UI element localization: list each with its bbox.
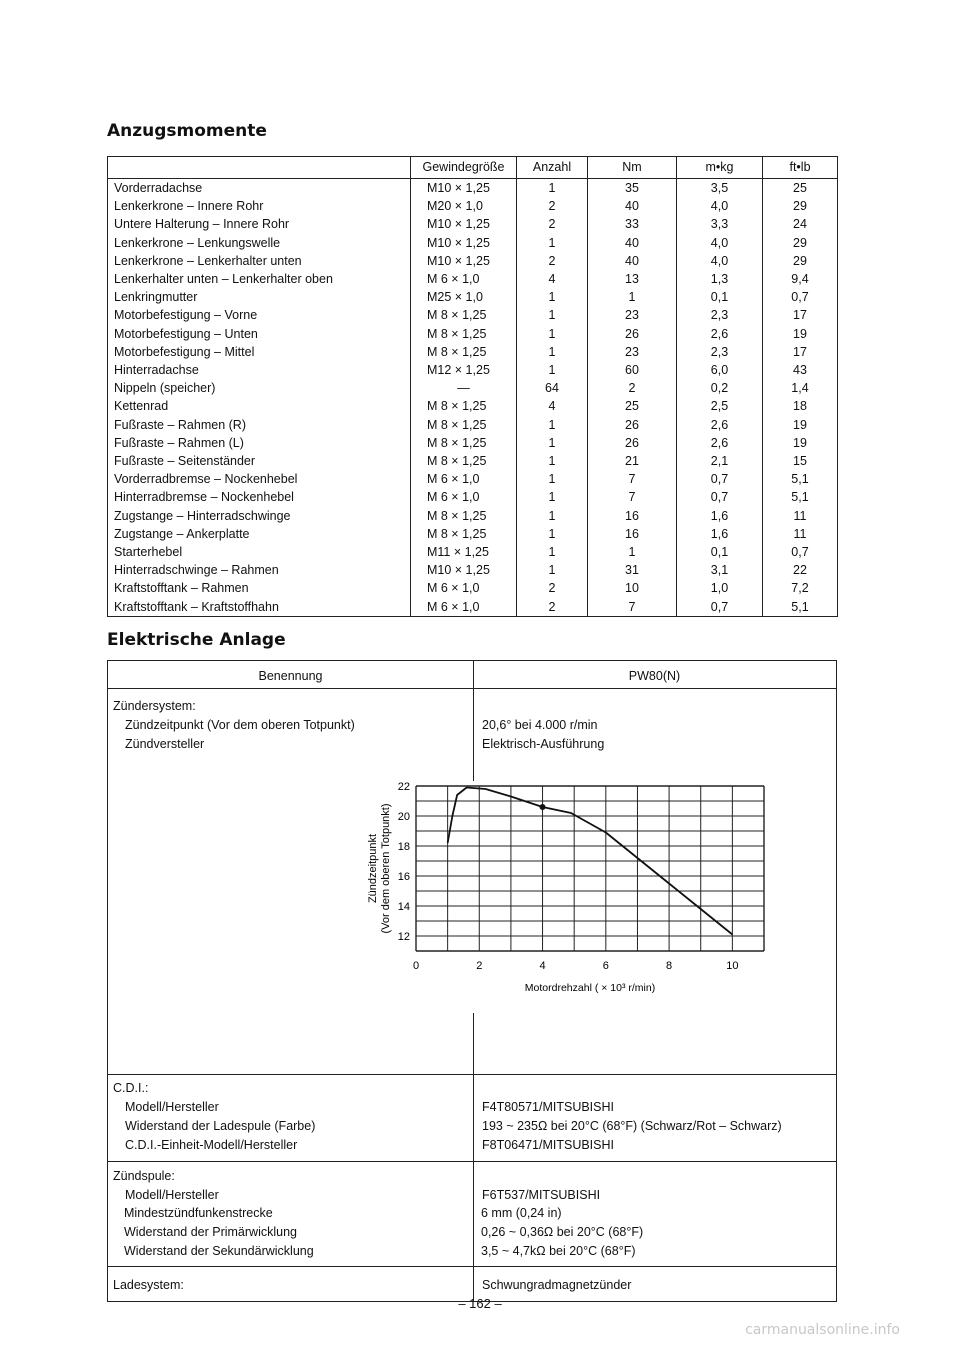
torque-value-cell: 16 — [588, 507, 677, 525]
watermark: carmanualsonline.info — [745, 1322, 900, 1338]
cdi-unit-value: F8T06471/MITSUBISHI — [482, 1138, 614, 1152]
torque-value-cell: M11 × 1,25 — [411, 543, 517, 561]
torque-value-cell: 2 — [517, 598, 588, 617]
torque-value-cell: M 8 × 1,25 — [411, 325, 517, 343]
coil-model-label: Modell/Hersteller — [125, 1188, 219, 1202]
torque-value-cell: 0,7 — [763, 288, 838, 306]
torque-value-cell: 7,2 — [763, 579, 838, 597]
torque-value-cell: M25 × 1,0 — [411, 288, 517, 306]
torque-value-cell: 0,2 — [677, 379, 763, 397]
electrical-table — [107, 660, 837, 1302]
torque-value-cell: 3,3 — [677, 215, 763, 233]
torque-value-cell: 60 — [588, 361, 677, 379]
torque-value-cell: 9,4 — [763, 270, 838, 288]
torque-value-cell: 1 — [517, 561, 588, 579]
torque-value-cell: 29 — [763, 197, 838, 215]
torque-value-cell: 25 — [588, 397, 677, 415]
torque-value-cell: 1 — [517, 343, 588, 361]
torque-value-cell: M 8 × 1,25 — [411, 343, 517, 361]
torque-value-cell: 64 — [517, 379, 588, 397]
coil-secondary-label: Widerstand der Sekundärwicklung — [124, 1244, 314, 1258]
torque-part-cell: Hinterradachse — [108, 361, 411, 379]
ignition-timing-chart — [258, 756, 739, 996]
torque-value-cell: 26 — [588, 416, 677, 434]
cdi-resist-value: 193 ~ 235Ω bei 20°C (68°F) (Schwarz/Rot – Schwarz) — [482, 1119, 782, 1133]
torque-row — [108, 343, 838, 361]
torque-value-cell: 23 — [588, 306, 677, 324]
torque-value-cell: 3,5 — [677, 179, 763, 198]
x-tick-label: 0 — [412, 960, 420, 972]
torque-row — [108, 270, 838, 288]
torque-part-cell: Nippeln (speicher) — [108, 379, 411, 397]
torque-row — [108, 325, 838, 343]
torque-part-cell: Lenkringmutter — [108, 288, 411, 306]
torque-part-cell: Motorbefestigung – Mittel — [108, 343, 411, 361]
torque-value-cell: 1 — [588, 288, 677, 306]
torque-value-cell: 26 — [588, 434, 677, 452]
torque-value-cell: 43 — [763, 361, 838, 379]
torque-value-cell: M10 × 1,25 — [411, 561, 517, 579]
torque-value-cell: M10 × 1,25 — [411, 252, 517, 270]
torque-value-cell: 1 — [517, 525, 588, 543]
torque-value-cell: 26 — [588, 325, 677, 343]
torque-value-cell: 1 — [517, 306, 588, 324]
torque-value-cell: 1 — [517, 234, 588, 252]
torque-value-cell: M12 × 1,25 — [411, 361, 517, 379]
torque-value-cell: M 8 × 1,25 — [411, 416, 517, 434]
torque-part-cell: Motorbefestigung – Vorne — [108, 306, 411, 324]
torque-value-cell: 1,0 — [677, 579, 763, 597]
torque-part-cell: Kraftstofftank – Rahmen — [108, 579, 411, 597]
torque-part-cell: Fußraste – Rahmen (R) — [108, 416, 411, 434]
torque-value-cell: M 6 × 1,0 — [411, 488, 517, 506]
torque-value-cell: M 8 × 1,25 — [411, 525, 517, 543]
torque-header-row — [108, 157, 838, 179]
coil-gap-value: 6 mm (0,24 in) — [481, 1206, 562, 1220]
torque-part-cell: Lenkerkrone – Lenkungswelle — [108, 234, 411, 252]
data-point-marker — [540, 804, 546, 810]
advancer-value: Elektrisch-Ausführung — [482, 737, 605, 751]
torque-value-cell: 40 — [588, 252, 677, 270]
torque-value-cell: 1 — [588, 543, 677, 561]
torque-value-cell: 7 — [588, 470, 677, 488]
torque-value-cell: 19 — [763, 325, 838, 343]
torque-value-cell: 1 — [517, 416, 588, 434]
torque-value-cell: 1 — [517, 543, 588, 561]
torque-value-cell: 13 — [588, 270, 677, 288]
torque-header-cell: ft•lb — [763, 157, 838, 179]
torque-value-cell: 2 — [517, 252, 588, 270]
torque-value-cell: M 8 × 1,25 — [411, 397, 517, 415]
torque-value-cell: 0,1 — [677, 288, 763, 306]
torque-value-cell: 10 — [588, 579, 677, 597]
torque-row — [108, 416, 838, 434]
torque-value-cell: 17 — [763, 343, 838, 361]
y-tick-label: 22 — [397, 781, 410, 793]
torque-value-cell: 1 — [517, 488, 588, 506]
torque-row — [108, 306, 838, 324]
cdi-unit-label: C.D.I.-Einheit-Modell/Hersteller — [125, 1138, 298, 1152]
torque-value-cell: 22 — [763, 561, 838, 579]
coil-primary-value: 0,26 ~ 0,36Ω bei 20°C (68°F) — [481, 1225, 644, 1239]
torque-value-cell: — — [411, 379, 517, 397]
torque-part-cell: Motorbefestigung – Unten — [108, 325, 411, 343]
y-axis-label: Zündzeitpunkt — [367, 833, 379, 904]
torque-value-cell: 2,1 — [677, 452, 763, 470]
torque-value-cell: 0,1 — [677, 543, 763, 561]
torque-value-cell: 19 — [763, 434, 838, 452]
torque-value-cell: 23 — [588, 343, 677, 361]
torque-value-cell: 29 — [763, 252, 838, 270]
y-tick-label: 16 — [397, 871, 410, 883]
ignition-timing-value: 20,6° bei 4.000 r/min — [482, 718, 598, 732]
torque-value-cell: 1 — [517, 434, 588, 452]
torque-value-cell: 0,7 — [677, 470, 763, 488]
torque-value-cell: M10 × 1,25 — [411, 179, 517, 198]
torque-row — [108, 234, 838, 252]
torque-value-cell: 11 — [763, 525, 838, 543]
torque-part-cell: Kraftstofftank – Kraftstoffhahn — [108, 598, 411, 617]
torque-value-cell: 2 — [517, 215, 588, 233]
page-number: – 162 – — [458, 1296, 502, 1311]
coil-secondary-value: 3,5 ~ 4,7kΩ bei 20°C (68°F) — [481, 1244, 636, 1258]
torque-part-cell: Lenkerhalter unten – Lenkerhalter oben — [108, 270, 411, 288]
cdi-model-value: F4T80571/MITSUBISHI — [482, 1100, 614, 1114]
coil-gap-label: Mindestzündfunkenstrecke — [124, 1206, 273, 1220]
torque-value-cell: 4,0 — [677, 234, 763, 252]
torque-header-cell: Anzahl — [517, 157, 588, 179]
x-axis-label: Motordrehzahl ( × 10³ r/min) — [524, 982, 656, 994]
torque-value-cell: 1,4 — [763, 379, 838, 397]
torque-part-cell: Untere Halterung – Innere Rohr — [108, 215, 411, 233]
torque-part-cell: Hinterradschwinge – Rahmen — [108, 561, 411, 579]
torque-value-cell: 24 — [763, 215, 838, 233]
torque-value-cell: 3,1 — [677, 561, 763, 579]
torque-value-cell: 35 — [588, 179, 677, 198]
torque-value-cell: M 8 × 1,25 — [411, 306, 517, 324]
torque-value-cell: M 6 × 1,0 — [411, 579, 517, 597]
y-tick-label: 20 — [397, 811, 410, 823]
x-tick-label: 2 — [476, 960, 483, 972]
torque-value-cell: M 8 × 1,25 — [411, 452, 517, 470]
torque-row — [108, 379, 838, 397]
torque-value-cell: M 6 × 1,0 — [411, 598, 517, 617]
torque-value-cell: 2,3 — [677, 343, 763, 361]
torque-value-cell: M 8 × 1,25 — [411, 507, 517, 525]
torque-row — [108, 361, 838, 379]
torque-row — [108, 488, 838, 506]
torque-row — [108, 598, 838, 617]
elec-title: Elektrische Anlage — [107, 630, 286, 650]
torque-row — [108, 525, 838, 543]
y-axis-label-sub: (Vor dem oberen Totpunkt) — [380, 803, 392, 934]
torque-row — [108, 215, 838, 233]
torque-value-cell: M 6 × 1,0 — [411, 270, 517, 288]
torque-part-cell: Hinterradbremse – Nockenhebel — [108, 488, 411, 506]
torque-value-cell: 5,1 — [763, 470, 838, 488]
x-tick-label: 4 — [539, 960, 546, 972]
torque-header-cell: Gewindegröße — [411, 157, 517, 179]
ignition-heading: Zündersystem: — [113, 699, 196, 713]
torque-value-cell: 21 — [588, 452, 677, 470]
torque-value-cell: M20 × 1,0 — [411, 197, 517, 215]
torque-row — [108, 397, 838, 415]
torque-value-cell: 16 — [588, 525, 677, 543]
torque-value-cell: 1 — [517, 507, 588, 525]
torque-header-cell — [108, 157, 411, 179]
torque-part-cell: Zugstange – Hinterradschwinge — [108, 507, 411, 525]
torque-value-cell: 2,5 — [677, 397, 763, 415]
torque-row — [108, 288, 838, 306]
torque-part-cell: Fußraste – Rahmen (L) — [108, 434, 411, 452]
torque-value-cell: 1,6 — [677, 507, 763, 525]
torque-value-cell: 1 — [517, 470, 588, 488]
y-tick-label: 12 — [397, 931, 410, 943]
torque-value-cell: 1 — [517, 325, 588, 343]
torque-value-cell: 4 — [517, 397, 588, 415]
torque-value-cell: 25 — [763, 179, 838, 198]
ignition-timing-label: Zündzeitpunkt (Vor dem oberen Totpunkt) — [125, 718, 355, 732]
torque-value-cell: 1,6 — [677, 525, 763, 543]
torque-value-cell: 2,6 — [677, 416, 763, 434]
torque-value-cell: 40 — [588, 197, 677, 215]
torque-row — [108, 507, 838, 525]
torque-value-cell: 2,3 — [677, 306, 763, 324]
torque-value-cell: 2 — [517, 579, 588, 597]
torque-value-cell: 29 — [763, 234, 838, 252]
torque-value-cell: 2,6 — [677, 434, 763, 452]
torque-row — [108, 452, 838, 470]
torque-row — [108, 561, 838, 579]
x-tick-label: 8 — [666, 960, 673, 972]
torque-header-cell: Nm — [588, 157, 677, 179]
torque-value-cell: 18 — [763, 397, 838, 415]
torque-value-cell: M10 × 1,25 — [411, 215, 517, 233]
col-model-header: PW80(N) — [628, 669, 681, 683]
x-tick-label: 6 — [602, 960, 609, 972]
torque-value-cell: 0,7 — [763, 543, 838, 561]
torque-value-cell: 2 — [517, 197, 588, 215]
torque-value-cell: 7 — [588, 598, 677, 617]
torque-part-cell: Vorderradachse — [108, 179, 411, 198]
x-tick-label: 10 — [726, 960, 739, 972]
torque-part-cell: Kettenrad — [108, 397, 411, 415]
torque-value-cell: 1 — [517, 452, 588, 470]
torque-row — [108, 543, 838, 561]
torque-value-cell: 31 — [588, 561, 677, 579]
torque-value-cell: 5,1 — [763, 488, 838, 506]
torque-part-cell: Starterhebel — [108, 543, 411, 561]
torque-value-cell: M10 × 1,25 — [411, 234, 517, 252]
torque-row — [108, 434, 838, 452]
torque-part-cell: Vorderradbremse – Nockenhebel — [108, 470, 411, 488]
torque-value-cell: 33 — [588, 215, 677, 233]
charging-value: Schwungradmagnetzünder — [482, 1278, 632, 1292]
torque-value-cell: 19 — [763, 416, 838, 434]
torque-value-cell: 4 — [517, 270, 588, 288]
coil-model-value: F6T537/MITSUBISHI — [482, 1188, 601, 1202]
torque-value-cell: 4,0 — [677, 197, 763, 215]
torque-row — [108, 179, 838, 198]
cdi-heading: C.D.I.: — [113, 1081, 149, 1095]
torque-value-cell: 40 — [588, 234, 677, 252]
torque-value-cell: 5,1 — [763, 598, 838, 617]
torque-part-cell: Lenkerkrone – Innere Rohr — [108, 197, 411, 215]
torque-part-cell: Zugstange – Ankerplatte — [108, 525, 411, 543]
torque-value-cell: 1 — [517, 288, 588, 306]
torque-value-cell: 15 — [763, 452, 838, 470]
torque-table — [107, 156, 838, 617]
torque-value-cell: 2 — [588, 379, 677, 397]
torque-value-cell: 1 — [517, 361, 588, 379]
torque-value-cell: M 8 × 1,25 — [411, 434, 517, 452]
torque-value-cell: 11 — [763, 507, 838, 525]
torque-value-cell: M 6 × 1,0 — [411, 470, 517, 488]
torque-value-cell: 2,6 — [677, 325, 763, 343]
torque-row — [108, 252, 838, 270]
y-tick-label: 18 — [397, 841, 410, 853]
coil-primary-label: Widerstand der Primärwicklung — [124, 1225, 297, 1239]
torque-value-cell: 1,3 — [677, 270, 763, 288]
torque-value-cell: 6,0 — [677, 361, 763, 379]
torque-row — [108, 470, 838, 488]
cdi-resist-label: Widerstand der Ladespule (Farbe) — [125, 1119, 316, 1133]
torque-part-cell: Lenkerkrone – Lenkerhalter unten — [108, 252, 411, 270]
cdi-model-label: Modell/Hersteller — [125, 1100, 219, 1114]
coil-heading: Zündspule: — [113, 1169, 175, 1183]
torque-row — [108, 579, 838, 597]
torque-value-cell: 7 — [588, 488, 677, 506]
torque-value-cell: 4,0 — [677, 252, 763, 270]
torque-value-cell: 0,7 — [677, 598, 763, 617]
col-benennung-header: Benennung — [258, 669, 323, 683]
charging-label: Ladesystem: — [113, 1278, 184, 1292]
torque-header-cell: m•kg — [677, 157, 763, 179]
torque-value-cell: 0,7 — [677, 488, 763, 506]
torque-value-cell: 1 — [517, 179, 588, 198]
torque-value-cell: 17 — [763, 306, 838, 324]
y-tick-label: 14 — [397, 901, 410, 913]
advancer-label: Zündversteller — [125, 737, 205, 751]
torque-title: Anzugsmomente — [107, 121, 267, 141]
torque-row — [108, 197, 838, 215]
torque-part-cell: Fußraste – Seitenständer — [108, 452, 411, 470]
